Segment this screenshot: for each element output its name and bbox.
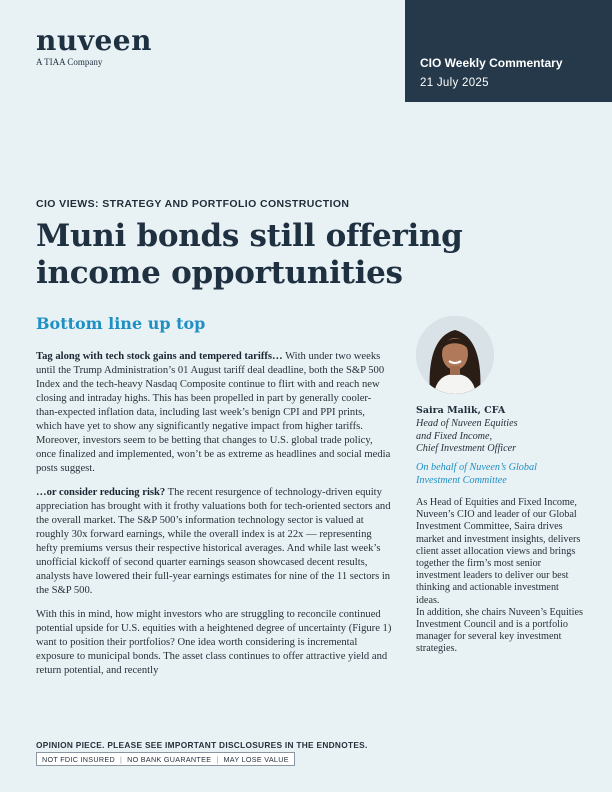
paragraph-2-lead: …or consider reducing risk?: [36, 487, 166, 498]
author-behalf: [416, 462, 586, 487]
headline-line-1: Muni bonds still offering: [36, 218, 463, 254]
publication-title: CIO Weekly Commentary: [420, 56, 563, 70]
article-kicker: CIO VIEWS: STRATEGY AND PORTFOLIO CONSTRUCTION: [36, 198, 350, 210]
author-bio-paragraph-1: As Head of Equities and Fixed Income, Nuveen’s CIO and leader of our Global Investment Committee, Saira drives market and investment insights, delivers client asset allocation views and brings together the firm’s most senior investment leaders to deliver our best thinking and actionable investment ideas.: [416, 497, 581, 606]
paragraph-3: With this in mind, how might investors who are struggling to reconcile continued potential upside for U.S. equities with a heightened degree of uncertainty (Figure 1) want to position their portfolios? One idea worth considering is incremental exposure to municipal bonds. The asset class continues to offer attractive yield and return potential, and recently: [36, 609, 392, 676]
brand-name: nuveen: [36, 24, 152, 57]
header-banner: [405, 0, 612, 102]
headline-line-2: income opportunities: [36, 255, 403, 291]
author-title: [416, 418, 586, 456]
author-name: Saira Malik, CFA: [416, 405, 506, 416]
author-bio-paragraph-2: In addition, she chairs Nuveen’s Equities Investment Council and is a portfolio manager for several key investment strategies.: [416, 606, 583, 655]
disclaimer-no-bank-guarantee: NO BANK GUARANTEE: [127, 754, 212, 764]
disclaimer-separator: |: [119, 754, 123, 764]
publication-date: 21 July 2025: [420, 77, 489, 89]
paragraph-1-lead: Tag along with tech stock gains and tempered tariffs…: [36, 351, 283, 362]
regulatory-disclaimer-box: [36, 752, 295, 766]
author-bio: [416, 497, 584, 656]
opinion-disclosure-note: OPINION PIECE. PLEASE SEE IMPORTANT DISCLOSURES IN THE ENDNOTES.: [36, 740, 368, 750]
nuveen-logo: [36, 26, 152, 67]
paragraph-2-text: The recent resurgence of technology-driven equity appreciation has brought with it frothy valuations both for tech-oriented sectors and the overall market. The S&P 500’s information technology sector is valued at roughly 30x forward earnings, while the overall index is at 22x — representing hefty premiums versus their respective historical averages. And while last week’s unofficial kickoff of second quarter earnings season showcased decent results, analysts have lowered their full-year earnings estimates for nine of the 11 sectors in the S&P 500.: [36, 487, 391, 596]
article-headline: [36, 218, 496, 292]
section-heading: Bottom line up top: [36, 314, 206, 333]
author-photo: [416, 316, 494, 394]
paragraph-1: [36, 350, 392, 476]
author-portrait-icon: [416, 316, 494, 394]
author-behalf-line-1: On behalf of Nuveen’s Global: [416, 462, 537, 473]
author-title-line-1: Head of Nuveen Equities: [416, 418, 518, 429]
brand-tagline: A TIAA Company: [36, 57, 103, 67]
paragraph-2: [36, 486, 392, 598]
author-title-line-3: Chief Investment Officer: [416, 443, 517, 454]
article-body: [36, 350, 392, 688]
disclaimer-separator: |: [216, 754, 219, 764]
disclaimer-may-lose-value: MAY LOSE VALUE: [223, 754, 289, 764]
author-title-line-2: and Fixed Income,: [416, 430, 493, 442]
author-behalf-line-2: Investment Committee: [416, 474, 507, 486]
paragraph-1-text: With under two weeks until the Trump Administration’s 01 August tariff deal deadline, both the S&P 500 Index and the tech-heavy Nasdaq Composite continue to flirt with and reach new closing and intraday highs. This has been propelled in part by generally cooler-than-expected inflation data, including last week’s benign CPI and PPI prints, which have yet to show any significantly negative impact from higher tariffs. Moreover, investors seem to be betting that changes to U.S. global trade policy, once finalized and implemented, won’t be as extreme as headlines and social media posts suggest.: [36, 351, 391, 474]
disclaimer-not-fdic: NOT FDIC INSURED: [42, 754, 115, 764]
